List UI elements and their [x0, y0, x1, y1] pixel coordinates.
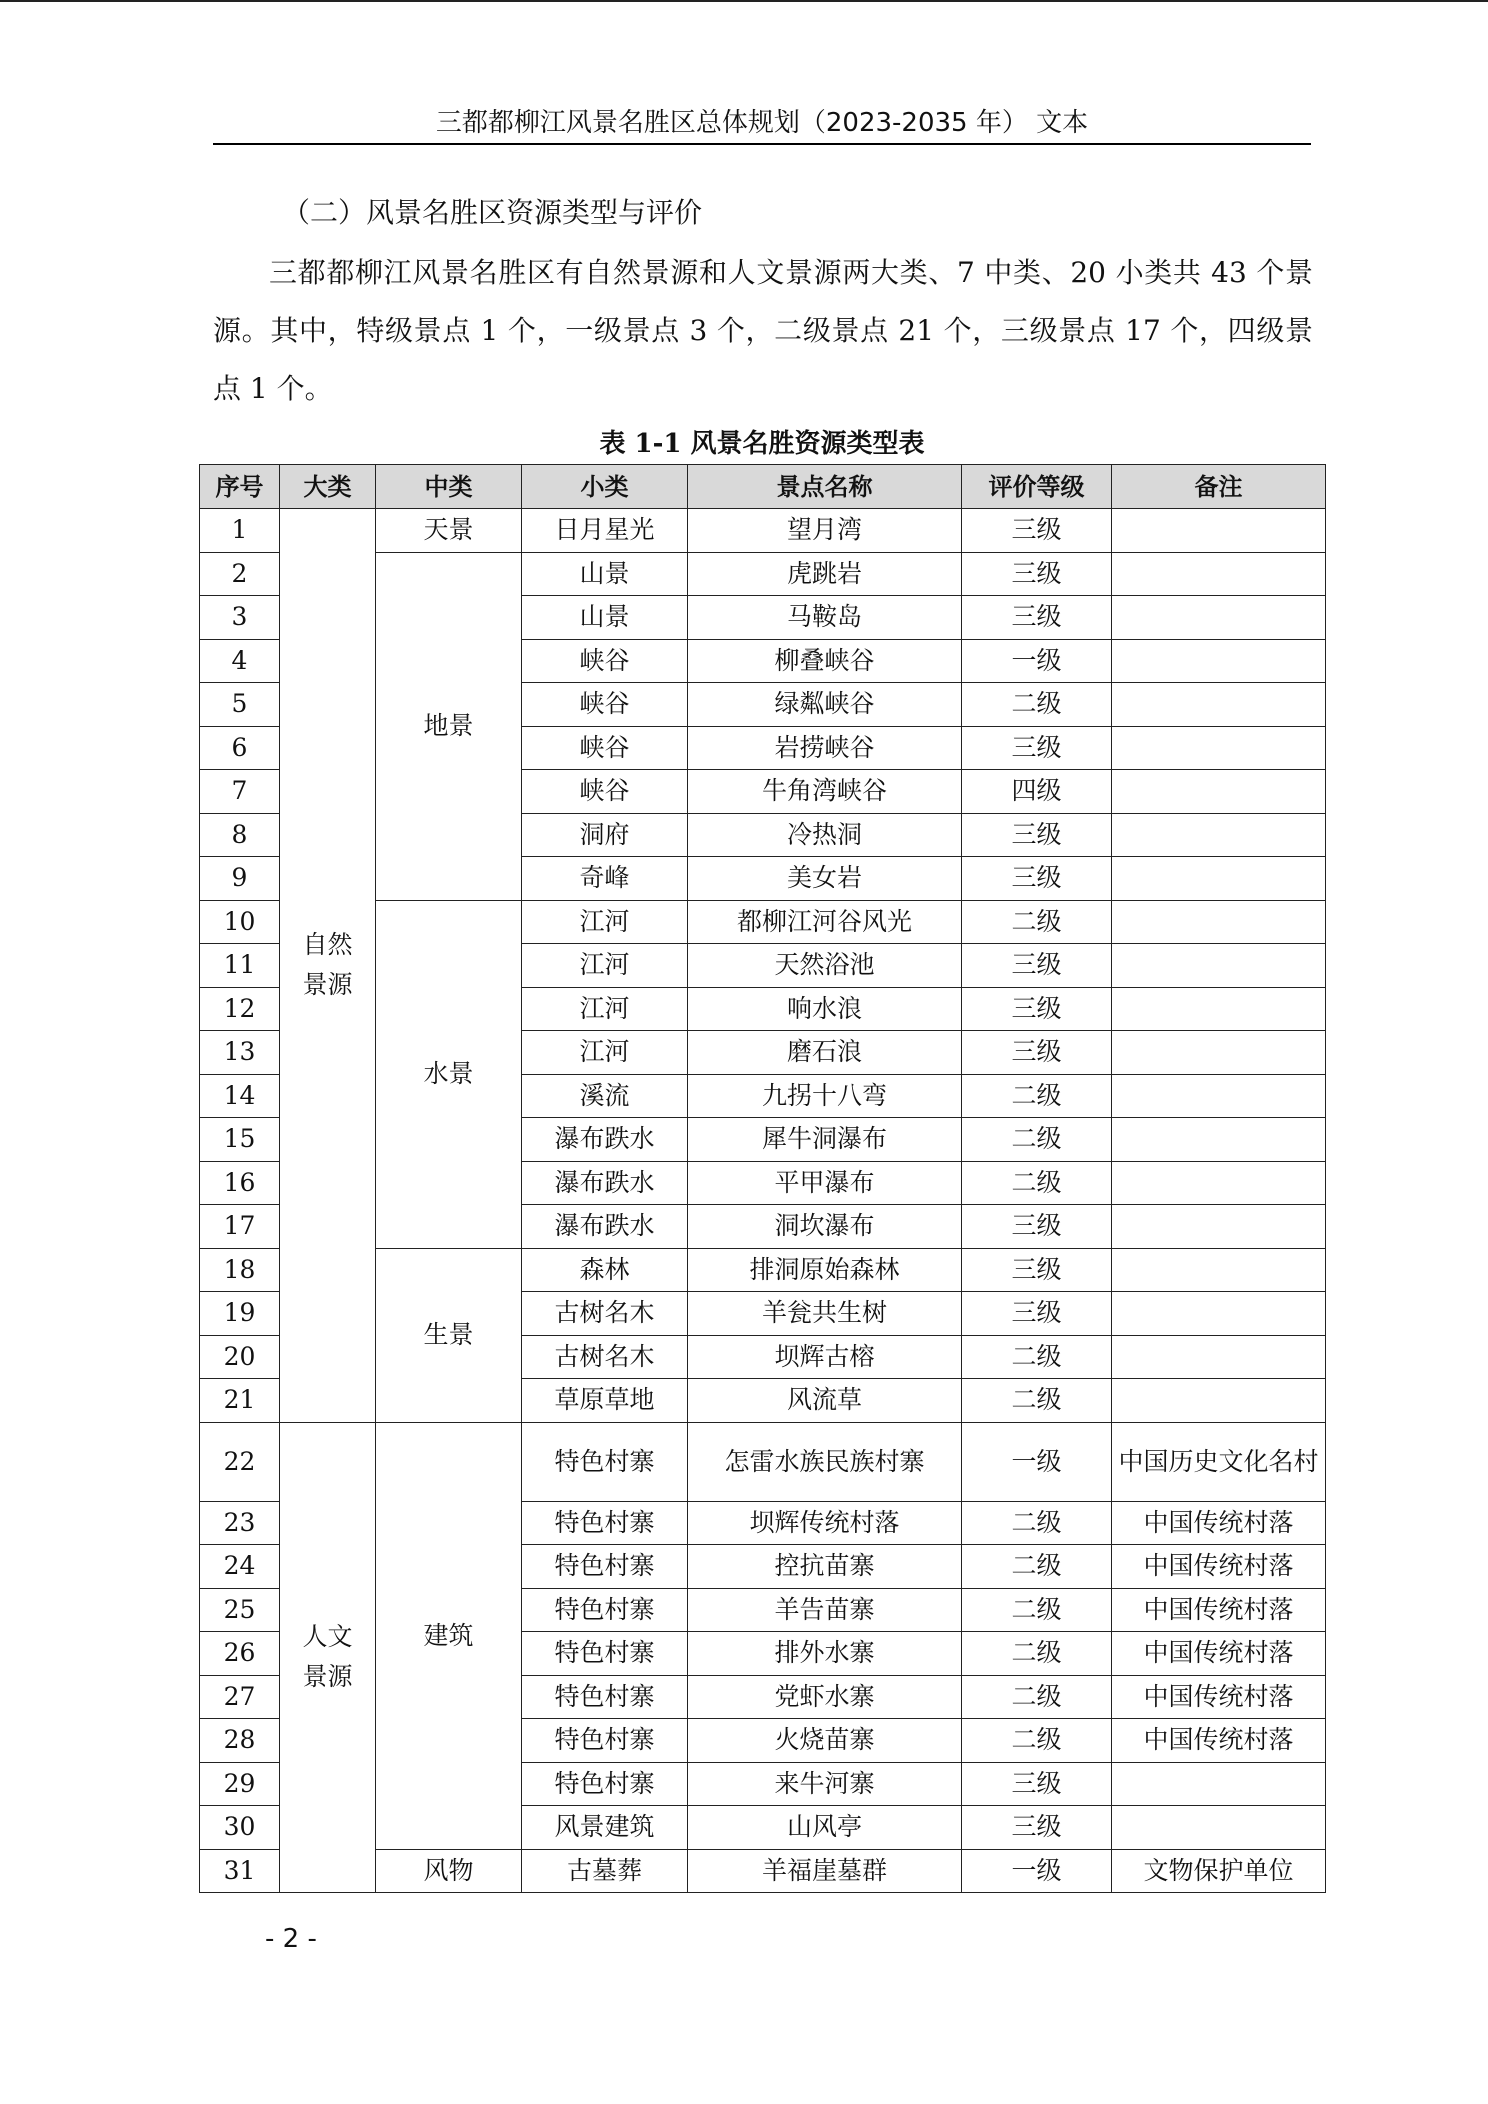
cell-grade: 三级 [962, 1762, 1112, 1806]
cell-note [1112, 1205, 1326, 1249]
cell-mid: 风物 [376, 1849, 522, 1893]
cell-no: 10 [200, 900, 280, 944]
cell-sub: 特色村寨 [522, 1545, 688, 1589]
cell-grade: 三级 [962, 944, 1112, 988]
cell-sub: 洞府 [522, 813, 688, 857]
cell-no: 2 [200, 552, 280, 596]
cell-note [1112, 1031, 1326, 1075]
cell-name: 坝辉传统村落 [688, 1501, 962, 1545]
cell-no: 7 [200, 770, 280, 814]
cell-name: 排洞原始森林 [688, 1248, 962, 1292]
cell-grade: 三级 [962, 509, 1112, 553]
cell-sub: 江河 [522, 987, 688, 1031]
cell-note [1112, 1161, 1326, 1205]
col-header-no: 序号 [200, 465, 280, 509]
cell-sub: 奇峰 [522, 857, 688, 901]
cell-no: 21 [200, 1379, 280, 1423]
cell-mid: 建筑 [376, 1422, 522, 1849]
cell-sub: 特色村寨 [522, 1762, 688, 1806]
cell-no: 20 [200, 1335, 280, 1379]
col-header-name: 景点名称 [688, 465, 962, 509]
cell-grade: 二级 [962, 1719, 1112, 1763]
cell-name: 岩捞峡谷 [688, 726, 962, 770]
cell-grade: 三级 [962, 857, 1112, 901]
cell-name: 牛角湾峡谷 [688, 770, 962, 814]
cell-sub: 溪流 [522, 1074, 688, 1118]
cell-no: 1 [200, 509, 280, 553]
cell-no: 17 [200, 1205, 280, 1249]
cell-no: 16 [200, 1161, 280, 1205]
cell-mid: 水景 [376, 900, 522, 1248]
cell-name: 磨石浪 [688, 1031, 962, 1075]
table-row [200, 1422, 1326, 1501]
cell-note: 中国历史文化名村 [1112, 1422, 1326, 1501]
cell-grade: 二级 [962, 683, 1112, 727]
cell-note: 中国传统村落 [1112, 1545, 1326, 1589]
col-header-mid: 中类 [376, 465, 522, 509]
cell-grade: 二级 [962, 1074, 1112, 1118]
cell-note [1112, 552, 1326, 596]
cell-name: 羊告苗寨 [688, 1588, 962, 1632]
cell-note: 中国传统村落 [1112, 1675, 1326, 1719]
cell-name: 羊福崖墓群 [688, 1849, 962, 1893]
cell-note [1112, 726, 1326, 770]
cell-no: 4 [200, 639, 280, 683]
cell-name: 坝辉古榕 [688, 1335, 962, 1379]
table-body [200, 509, 1326, 1893]
cell-no: 18 [200, 1248, 280, 1292]
table-row [200, 509, 1326, 553]
cell-grade: 二级 [962, 1675, 1112, 1719]
cell-sub: 特色村寨 [522, 1675, 688, 1719]
cell-name: 控抗苗寨 [688, 1545, 962, 1589]
cell-no: 9 [200, 857, 280, 901]
section-title: （二）风景名胜区资源类型与评价 [282, 196, 703, 229]
cell-grade: 二级 [962, 1161, 1112, 1205]
cell-no: 27 [200, 1675, 280, 1719]
cell-sub: 古树名木 [522, 1292, 688, 1336]
cell-no: 29 [200, 1762, 280, 1806]
cell-grade: 一级 [962, 1849, 1112, 1893]
cell-no: 8 [200, 813, 280, 857]
cell-name: 风流草 [688, 1379, 962, 1423]
cell-sub: 瀑布跌水 [522, 1205, 688, 1249]
cell-no: 5 [200, 683, 280, 727]
cell-name: 美女岩 [688, 857, 962, 901]
cell-note: 文物保护单位 [1112, 1849, 1326, 1893]
cell-sub: 峡谷 [522, 639, 688, 683]
cell-grade: 一级 [962, 639, 1112, 683]
cell-name: 山风亭 [688, 1806, 962, 1850]
cell-no: 26 [200, 1632, 280, 1676]
cell-no: 6 [200, 726, 280, 770]
cell-note [1112, 1248, 1326, 1292]
cell-grade: 二级 [962, 1501, 1112, 1545]
cell-note: 中国传统村落 [1112, 1501, 1326, 1545]
cell-sub: 江河 [522, 944, 688, 988]
cell-grade: 三级 [962, 596, 1112, 640]
cell-note [1112, 1762, 1326, 1806]
cell-note [1112, 1806, 1326, 1850]
cell-no: 30 [200, 1806, 280, 1850]
resource-type-table [199, 464, 1326, 1893]
cell-mid: 地景 [376, 552, 522, 900]
cell-grade: 三级 [962, 987, 1112, 1031]
cell-note [1112, 1335, 1326, 1379]
cell-no: 23 [200, 1501, 280, 1545]
cell-major: 自然景源 [280, 509, 376, 1423]
cell-name: 怎雷水族民族村寨 [688, 1422, 962, 1501]
cell-sub: 峡谷 [522, 770, 688, 814]
cell-sub: 特色村寨 [522, 1632, 688, 1676]
cell-sub: 江河 [522, 1031, 688, 1075]
cell-name: 洞坎瀑布 [688, 1205, 962, 1249]
cell-name: 排外水寨 [688, 1632, 962, 1676]
cell-note: 中国传统村落 [1112, 1632, 1326, 1676]
cell-sub: 山景 [522, 552, 688, 596]
cell-mid: 天景 [376, 509, 522, 553]
cell-note [1112, 596, 1326, 640]
cell-grade: 二级 [962, 900, 1112, 944]
cell-sub: 风景建筑 [522, 1806, 688, 1850]
table-caption: 表 1-1 风景名胜资源类型表 [599, 429, 925, 459]
cell-note [1112, 639, 1326, 683]
cell-note [1112, 683, 1326, 727]
cell-grade: 二级 [962, 1335, 1112, 1379]
cell-name: 羊瓮共生树 [688, 1292, 962, 1336]
cell-name: 平甲瀑布 [688, 1161, 962, 1205]
cell-name: 都柳江河谷风光 [688, 900, 962, 944]
cell-no: 15 [200, 1118, 280, 1162]
col-header-sub: 小类 [522, 465, 688, 509]
cell-grade: 三级 [962, 1205, 1112, 1249]
cell-no: 19 [200, 1292, 280, 1336]
cell-mid: 生景 [376, 1248, 522, 1422]
cell-note [1112, 944, 1326, 988]
cell-grade: 三级 [962, 813, 1112, 857]
cell-no: 22 [200, 1422, 280, 1501]
cell-no: 31 [200, 1849, 280, 1893]
cell-grade: 三级 [962, 552, 1112, 596]
cell-note [1112, 813, 1326, 857]
cell-no: 25 [200, 1588, 280, 1632]
cell-note [1112, 900, 1326, 944]
cell-note [1112, 770, 1326, 814]
cell-sub: 古墓葬 [522, 1849, 688, 1893]
cell-grade: 二级 [962, 1118, 1112, 1162]
cell-sub: 山景 [522, 596, 688, 640]
intro-paragraph: 三都都柳江风景名胜区有自然景源和人文景源两大类、7 中类、20 小类共 43 个景源。其中，特级景点 1 个，一级景点 3 个，二级景点 21 个，三级景点 17 个，四级景点 1 个。 [213, 256, 1313, 405]
cell-sub: 日月星光 [522, 509, 688, 553]
cell-sub: 特色村寨 [522, 1422, 688, 1501]
cell-sub: 特色村寨 [522, 1501, 688, 1545]
cell-grade: 三级 [962, 1248, 1112, 1292]
cell-sub: 草原草地 [522, 1379, 688, 1423]
col-header-major: 大类 [280, 465, 376, 509]
cell-note [1112, 1292, 1326, 1336]
cell-sub: 瀑布跌水 [522, 1161, 688, 1205]
cell-sub: 峡谷 [522, 683, 688, 727]
cell-name: 九拐十八弯 [688, 1074, 962, 1118]
cell-grade: 二级 [962, 1379, 1112, 1423]
cell-no: 3 [200, 596, 280, 640]
page-header: 三都都柳江风景名胜区总体规划（2023-2035 年） 文本 [213, 103, 1311, 145]
col-header-grade: 评价等级 [962, 465, 1112, 509]
cell-note [1112, 1118, 1326, 1162]
cell-name: 犀牛洞瀑布 [688, 1118, 962, 1162]
cell-grade: 二级 [962, 1545, 1112, 1589]
top-border-line [0, 0, 1488, 2]
cell-grade: 一级 [962, 1422, 1112, 1501]
cell-note: 中国传统村落 [1112, 1588, 1326, 1632]
cell-grade: 二级 [962, 1588, 1112, 1632]
cell-sub: 特色村寨 [522, 1588, 688, 1632]
cell-note: 中国传统村落 [1112, 1719, 1326, 1763]
cell-name: 冷热洞 [688, 813, 962, 857]
cell-major: 人文景源 [280, 1422, 376, 1893]
cell-sub: 江河 [522, 900, 688, 944]
cell-name: 响水浪 [688, 987, 962, 1031]
cell-sub: 峡谷 [522, 726, 688, 770]
cell-name: 党虾水寨 [688, 1675, 962, 1719]
cell-sub: 瀑布跌水 [522, 1118, 688, 1162]
cell-sub: 特色村寨 [522, 1719, 688, 1763]
cell-grade: 三级 [962, 726, 1112, 770]
cell-note [1112, 1074, 1326, 1118]
cell-grade: 三级 [962, 1806, 1112, 1850]
cell-name: 虎跳岩 [688, 552, 962, 596]
cell-no: 11 [200, 944, 280, 988]
cell-name: 火烧苗寨 [688, 1719, 962, 1763]
cell-grade: 三级 [962, 1292, 1112, 1336]
cell-note [1112, 857, 1326, 901]
cell-sub: 森林 [522, 1248, 688, 1292]
page-number: - 2 - [265, 1924, 317, 1954]
cell-note [1112, 1379, 1326, 1423]
cell-name: 天然浴池 [688, 944, 962, 988]
cell-name: 马鞍岛 [688, 596, 962, 640]
cell-name: 绿粼峡谷 [688, 683, 962, 727]
cell-name: 望月湾 [688, 509, 962, 553]
table-header-row [200, 465, 1326, 509]
col-header-note: 备注 [1112, 465, 1326, 509]
cell-no: 13 [200, 1031, 280, 1075]
cell-name: 柳叠峡谷 [688, 639, 962, 683]
cell-note [1112, 509, 1326, 553]
cell-grade: 三级 [962, 1031, 1112, 1075]
cell-sub: 古树名木 [522, 1335, 688, 1379]
cell-no: 14 [200, 1074, 280, 1118]
cell-grade: 二级 [962, 1632, 1112, 1676]
cell-grade: 四级 [962, 770, 1112, 814]
cell-no: 28 [200, 1719, 280, 1763]
cell-no: 24 [200, 1545, 280, 1589]
cell-note [1112, 987, 1326, 1031]
cell-name: 来牛河寨 [688, 1762, 962, 1806]
cell-no: 12 [200, 987, 280, 1031]
